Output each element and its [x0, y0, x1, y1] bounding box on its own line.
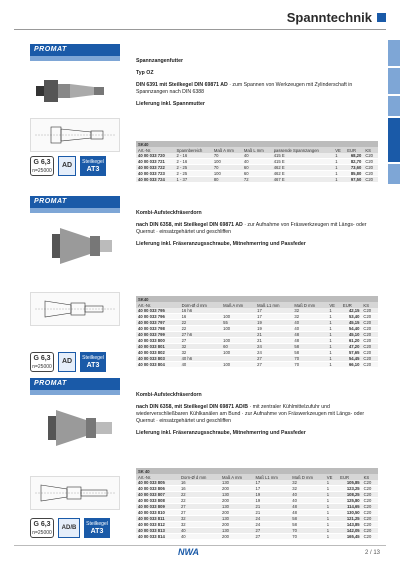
table-cell: 48 [290, 510, 324, 516]
article-number-cell: 40 00 033 795 [136, 308, 180, 314]
col-header: EUR [341, 302, 362, 308]
balance-badge: G 6,3 n=25000 [30, 156, 54, 176]
table-cell: C20 [361, 308, 378, 314]
col-header: Art.-Nr. [136, 147, 175, 153]
spec-badges [30, 518, 130, 540]
side-register-tabs [388, 40, 400, 186]
article-number-cell: 40 00 033 800 [136, 338, 180, 344]
brand-logo-band [30, 56, 120, 61]
product-title: Spannzangenfutter [136, 58, 183, 64]
price-cell: 54,45 [341, 356, 362, 362]
table-cell: 415 E [272, 159, 334, 165]
price-cell: 130,50 [338, 510, 361, 516]
table-cell: 16 h6 [180, 308, 222, 314]
col-header: Maß L mm [242, 147, 272, 153]
col-header: Maß D mm [290, 474, 324, 480]
price-cell: 68,20 [345, 153, 363, 159]
col-header: Maß L1 mm [255, 302, 292, 308]
table-cell: 1 [327, 308, 341, 314]
article-number-cell: 40 00 033 797 [136, 320, 180, 326]
table-cell: 40 [179, 528, 220, 534]
technical-drawing [30, 292, 120, 326]
table-cell: 1 [325, 492, 338, 498]
price-cell: 53,40 [341, 314, 362, 320]
table-cell: C20 [363, 171, 378, 177]
table-cell: 21 [254, 510, 291, 516]
form-badge: AD [58, 156, 76, 176]
table-cell: 1 [333, 171, 345, 177]
table-cell: 1 [333, 159, 345, 165]
spec-table [136, 468, 378, 540]
balance-badge: G 6,3 n=25000 [30, 518, 54, 538]
table-cell: 1 [333, 165, 345, 171]
table-cell: 1 [327, 320, 341, 326]
price-cell: 73,60 [345, 165, 363, 171]
col-header: Art.-Nr. [136, 302, 180, 308]
technical-drawing [30, 476, 120, 510]
norm-bold: DIN 6391 mit Steilkegel DIN 69871 AD [136, 82, 228, 88]
price-cell: 61,20 [341, 338, 362, 344]
table-cell: C20 [362, 528, 378, 534]
price-cell: 108,25 [338, 492, 361, 498]
form-badge: AD [58, 352, 76, 372]
table-cell: 24 [254, 516, 291, 522]
spec-badges [30, 352, 130, 374]
page-header [0, 0, 400, 32]
spec-table [136, 296, 378, 368]
table-cell: 130 [220, 492, 254, 498]
product-title: Kombi-Aufsteckfräserdorn [136, 392, 202, 398]
table-cell: 19 [255, 326, 292, 332]
col-header: EUR [338, 474, 361, 480]
table-cell: C20 [361, 338, 378, 344]
price-cell: 47,20 [341, 344, 362, 350]
table-row [136, 177, 378, 183]
table-cell: 1 [325, 486, 338, 492]
table-cell: C20 [362, 522, 378, 528]
norm-text: · mit zentraler Kühlmittelzufuhr und wiederverschließbaren Kühlkanälen am Bund · zur Aufnahme von Fräswerkzeugen mit Längs- oder Quernut · einsatzgehärtet und geschliffen [136, 404, 365, 424]
taper-badge: Steilkegel AT3 [84, 518, 110, 538]
article-number-cell: 40 00 033 799 [136, 332, 180, 338]
table-cell: 24 [254, 522, 291, 528]
table-cell: 467 E [272, 177, 334, 183]
table-cell: 27 [179, 504, 220, 510]
col-header: Spannbereich [175, 147, 212, 153]
article-number-cell: 40 00 033 812 [136, 522, 179, 528]
col-header: Maß A mm [221, 302, 255, 308]
page-number: 2 / 13 [364, 550, 380, 556]
side-tab[interactable] [388, 164, 400, 184]
article-number-cell: 40 00 033 811 [136, 516, 179, 522]
article-number-cell: 40 00 033 808 [136, 498, 179, 504]
table-cell: 72 [242, 177, 272, 183]
delivery-note: Lieferung inkl. Spannmutter [136, 101, 205, 107]
brand-logo: PROMAT [30, 44, 120, 56]
table-cell: 55 [221, 320, 255, 326]
price-cell: 143,85 [338, 522, 361, 528]
table-cell: 200 [220, 522, 254, 528]
table-cell: 17 [255, 314, 292, 320]
norm-text: · zum Spannen von Werkzeugen mit Zylinderschaft in Spannzangen nach DIN 6388 [136, 82, 353, 95]
table-cell: 40 [242, 159, 272, 165]
table-cell: 200 [220, 510, 254, 516]
price-cell: 85,80 [345, 171, 363, 177]
table-cell: 16 [179, 486, 220, 492]
table-cell: 19 [254, 492, 291, 498]
table-cell: C20 [362, 534, 378, 540]
footer-brand-logo: NWA [178, 547, 199, 557]
table-cell: 48 [292, 332, 327, 338]
table-cell: 27 [255, 362, 292, 368]
article-number-cell: 40 00 033 801 [136, 344, 180, 350]
table-cell: 1 [333, 153, 345, 159]
table-cell: 1 [325, 504, 338, 510]
table-cell: 24 [255, 344, 292, 350]
table-cell: 27 [255, 356, 292, 362]
table-cell: 70 [292, 362, 327, 368]
table-cell: 40 [292, 326, 327, 332]
table-cell: 200 [220, 486, 254, 492]
table-cell: 19 [254, 498, 291, 504]
table-cell: 462 E [272, 165, 334, 171]
brand-logo: PROMAT [30, 378, 120, 390]
title-accent-square [377, 13, 386, 22]
table-cell: 1 [327, 332, 341, 338]
article-number-cell: 40 00 033 809 [136, 504, 179, 510]
table-cell: 40 [290, 492, 324, 498]
table-cell: 1 [327, 314, 341, 320]
product-description [136, 210, 378, 248]
table-cell: 40 [180, 362, 222, 368]
table-cell: 415 E [272, 153, 334, 159]
table-cell: 1 - 37 [175, 177, 212, 183]
table-cell: 1 [325, 528, 338, 534]
table-cell: 100 [212, 159, 242, 165]
table-cell: 32 [180, 350, 222, 356]
product-title: Kombi-Aufsteckfräserdorn [136, 210, 202, 216]
table-cell: 70 [212, 153, 242, 159]
table-cell: 27 [179, 510, 220, 516]
article-number-cell: 40 00 033 813 [136, 528, 179, 534]
article-number-cell: 40 00 033 796 [136, 314, 180, 320]
table-cell: 2 - 16 [175, 159, 212, 165]
table-cell: 200 [220, 534, 254, 540]
product-section-arbor [30, 196, 378, 370]
article-number-cell: 40 00 033 814 [136, 534, 179, 540]
table-cell: 60 [242, 171, 272, 177]
table-cell: 200 [220, 498, 254, 504]
table-cell: 27 [180, 338, 222, 344]
table-cell: 27 [254, 534, 291, 540]
article-number-cell: 40 00 033 798 [136, 326, 180, 332]
table-cell: C20 [362, 510, 378, 516]
collet-chuck-image [30, 66, 120, 116]
spec-table [136, 141, 378, 183]
table-cell: C20 [361, 362, 378, 368]
page-title: Spanntechnik [286, 10, 372, 25]
price-cell: 45,10 [341, 332, 362, 338]
table-cell: C20 [361, 344, 378, 350]
article-number-cell: 40 00 033 720 [136, 153, 175, 159]
table-cell: 100 [212, 171, 242, 177]
table-cell: 27 h6 [180, 332, 222, 338]
table-group-header: SK40 [136, 296, 378, 302]
table-cell: 21 [254, 504, 291, 510]
table-cell: 58 [290, 522, 324, 528]
table-cell: 32 [292, 308, 327, 314]
table-cell: C20 [361, 326, 378, 332]
table-cell: 48 [292, 338, 327, 344]
brand-logo-band [30, 390, 120, 395]
table-cell: 58 [290, 516, 324, 522]
table-cell: 80 [212, 177, 242, 183]
table-cell: 130 [220, 504, 254, 510]
col-header: Dorn-Ø d mm [180, 302, 222, 308]
table-cell: 21 [255, 332, 292, 338]
col-header: Dorn-Ø d mm [179, 474, 220, 480]
table-cell: C20 [363, 165, 378, 171]
table-cell: 1 [325, 522, 338, 528]
arbor-image [30, 218, 120, 274]
col-header: VE [327, 302, 341, 308]
side-tab[interactable] [388, 96, 400, 116]
article-number-cell: 40 00 033 803 [136, 356, 180, 362]
table-cell: 32 [179, 522, 220, 528]
col-header: EUR [345, 147, 363, 153]
table-cell: 100 [221, 362, 255, 368]
table-cell: 32 [180, 344, 222, 350]
table-cell: 1 [325, 480, 338, 486]
taper-badge: Steilkegel AT3 [80, 156, 106, 176]
table-cell: 16 [180, 314, 222, 320]
col-header: passende Spannzangen [272, 147, 334, 153]
table-cell: C20 [362, 498, 378, 504]
table-cell: C20 [361, 356, 378, 362]
table-cell: 22 [179, 498, 220, 504]
table-cell: 32 [292, 314, 327, 320]
col-header: KS [361, 302, 378, 308]
header-rule [14, 29, 386, 30]
table-cell: 100 [221, 314, 255, 320]
side-tab-active[interactable] [388, 118, 400, 162]
col-header: Maß A mm [212, 147, 242, 153]
table-cell: C20 [361, 320, 378, 326]
article-number-cell: 40 00 033 723 [136, 171, 175, 177]
table-cell: 27 [254, 528, 291, 534]
table-cell: 1 [327, 356, 341, 362]
article-number-cell: 40 00 033 806 [136, 486, 179, 492]
table-cell: 1 [325, 516, 338, 522]
table-cell: 100 [221, 350, 255, 356]
table-cell: 100 [221, 338, 255, 344]
product-type: Typ OZ [136, 70, 154, 76]
table-cell: C20 [361, 332, 378, 338]
price-cell: 97,50 [345, 177, 363, 183]
table-cell: 1 [327, 350, 341, 356]
article-number-cell: 40 00 033 802 [136, 350, 180, 356]
spec-badges [30, 156, 130, 178]
product-description [136, 392, 378, 437]
table-cell: 40 [290, 498, 324, 504]
article-number-cell: 40 00 033 724 [136, 177, 175, 183]
table-cell: 17 [254, 480, 291, 486]
table-cell: 17 [254, 486, 291, 492]
product-description [136, 58, 378, 108]
article-number-cell: 40 00 033 805 [136, 480, 179, 486]
table-cell: 22 [180, 326, 222, 332]
price-cell: 125,80 [338, 498, 361, 504]
table-cell: 1 [333, 177, 345, 183]
table-cell: C20 [363, 177, 378, 183]
col-header: VE [325, 474, 338, 480]
table-cell: 19 [255, 320, 292, 326]
brand-logo: PROMAT [30, 196, 120, 208]
table-cell: 1 [325, 534, 338, 540]
form-badge: AD/B [58, 518, 80, 538]
table-cell: 1 [327, 326, 341, 332]
table-cell: 2 - 25 [175, 165, 212, 171]
price-cell: 105,85 [338, 480, 361, 486]
balance-badge: G 6,3 n=25000 [30, 352, 54, 372]
article-number-cell: 40 00 033 721 [136, 159, 175, 165]
product-section-arbor-coolant [30, 378, 378, 542]
col-header: Maß D mm [292, 302, 327, 308]
article-number-cell: 40 00 033 810 [136, 510, 179, 516]
price-cell: 142,05 [338, 528, 361, 534]
table-cell: C20 [362, 492, 378, 498]
price-cell: 114,65 [338, 504, 361, 510]
table-cell: 60 [221, 344, 255, 350]
table-cell: 70 [290, 528, 324, 534]
table-cell: 22 [180, 320, 222, 326]
table-cell: C20 [362, 504, 378, 510]
table-cell: 16 [179, 480, 220, 486]
table-cell: 32 [290, 480, 324, 486]
table-cell: 24 [255, 350, 292, 356]
table-cell: 40 [179, 534, 220, 540]
norm-bold: nach DIN 6358, mit Steilkegel DIN 69871 AD [136, 222, 243, 228]
table-cell: 1 [327, 344, 341, 350]
table-cell: 2 - 16 [175, 153, 212, 159]
table-cell: 17 [255, 308, 292, 314]
norm-bold: nach DIN 6358, mit Steilkegel DIN 69871 AD/B [136, 404, 248, 410]
table-group-header: SK 40 [136, 468, 378, 474]
delivery-note: Lieferung inkl. Fräseranzugsschraube, Mitnehmerring und Passfeder [136, 430, 306, 436]
price-cell: 42,15 [341, 308, 362, 314]
table-cell: 1 [327, 362, 341, 368]
table-cell: 70 [212, 165, 242, 171]
table-cell: 60 [242, 165, 272, 171]
footer-rule [14, 545, 386, 546]
table-cell: C20 [363, 153, 378, 159]
table-cell: C20 [363, 159, 378, 165]
col-header: Maß A mm [220, 474, 254, 480]
price-cell: 82,70 [345, 159, 363, 165]
article-number-cell: 40 00 033 807 [136, 492, 179, 498]
price-cell: 45,15 [341, 320, 362, 326]
table-group-header: SK40 [136, 141, 378, 147]
article-number-cell: 40 00 033 722 [136, 165, 175, 171]
table-cell: 21 [255, 338, 292, 344]
table-cell: 40 h6 [180, 356, 222, 362]
table-row [136, 534, 378, 540]
table-cell: 40 [242, 153, 272, 159]
col-header: Maß L1 mm [254, 474, 291, 480]
price-cell: 54,40 [341, 326, 362, 332]
col-header: Art.-Nr. [136, 474, 179, 480]
table-cell: C20 [362, 516, 378, 522]
table-cell: 1 [325, 510, 338, 516]
table-cell: C20 [362, 480, 378, 486]
table-cell: 130 [220, 516, 254, 522]
taper-badge: Steilkegel AT3 [80, 352, 106, 372]
price-cell: 121,25 [338, 516, 361, 522]
table-cell: 48 [290, 504, 324, 510]
table-cell: 22 [179, 492, 220, 498]
table-cell: 100 [221, 326, 255, 332]
table-cell: 70 [290, 534, 324, 540]
col-header: KS [363, 147, 378, 153]
table-cell: 58 [292, 350, 327, 356]
arbor-coolant-image [30, 400, 120, 456]
table-cell: 1 [327, 338, 341, 344]
product-section-collet-chuck [30, 44, 378, 182]
table-cell: 70 [292, 356, 327, 362]
article-number-cell: 40 00 033 804 [136, 362, 180, 368]
price-cell: 165,45 [338, 534, 361, 540]
col-header: KS [362, 474, 378, 480]
col-header: VE [333, 147, 345, 153]
table-cell: 130 [220, 528, 254, 534]
table-cell: C20 [361, 314, 378, 320]
norm-text: · zur Aufnahme von Fräswerkzeugen mit Längs- oder Quernut · einsatzgehärtet und geschliffen [136, 222, 367, 235]
table-cell: 130 [220, 480, 254, 486]
technical-drawing [30, 118, 120, 152]
price-cell: 57,65 [341, 350, 362, 356]
price-cell: 123,25 [338, 486, 361, 492]
price-cell: 66,10 [341, 362, 362, 368]
table-row [136, 362, 378, 368]
table-cell: 1 [325, 498, 338, 504]
table-cell: 40 [292, 320, 327, 326]
table-cell: C20 [362, 486, 378, 492]
table-cell: C20 [361, 350, 378, 356]
table-cell: 462 E [272, 171, 334, 177]
table-cell: 58 [292, 344, 327, 350]
table-cell: 32 [179, 516, 220, 522]
side-tab[interactable] [388, 40, 400, 66]
brand-logo-band [30, 208, 120, 213]
table-cell: 2 - 25 [175, 171, 212, 177]
side-tab[interactable] [388, 68, 400, 94]
delivery-note: Lieferung inkl. Fräseranzugsschraube, Mitnehmerring und Passfeder [136, 241, 306, 247]
table-cell: 32 [290, 486, 324, 492]
